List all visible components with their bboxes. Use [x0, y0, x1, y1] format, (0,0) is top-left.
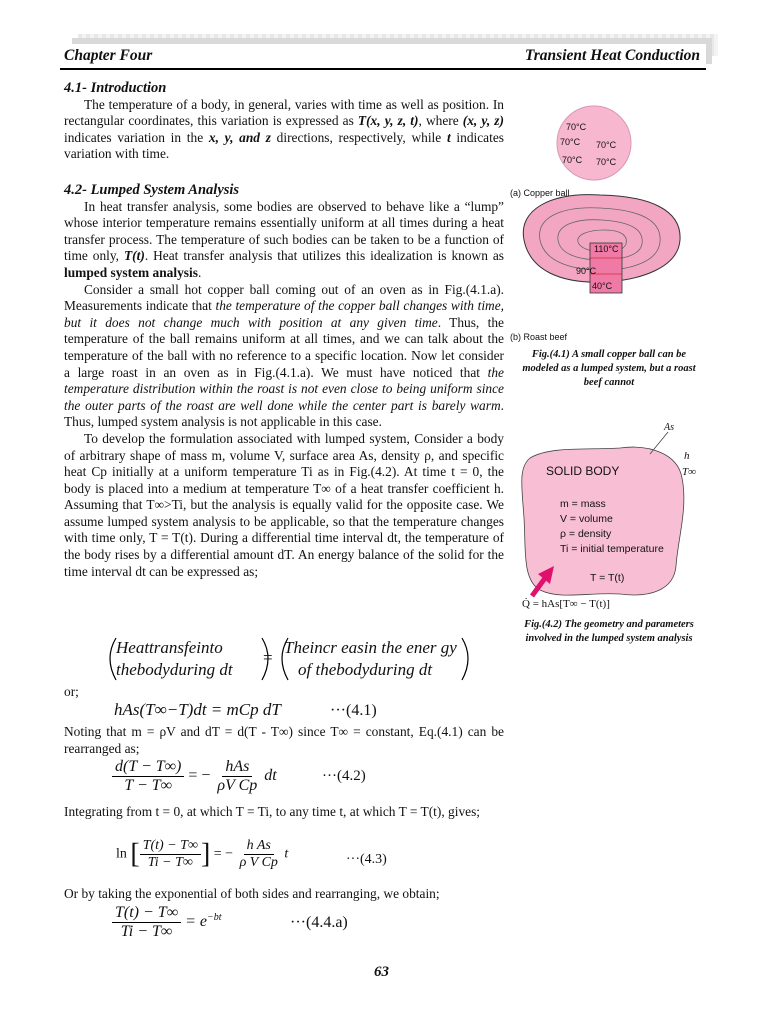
chapter-title: Chapter Four	[64, 47, 153, 64]
figure-4-2	[510, 418, 710, 614]
section-lumped-system	[64, 182, 504, 580]
lumped-paragraph-1: In heat transfer analysis, some bodies are observed to behave like a “lump” whose interior temperature remains essentially uniform at all times during a heat transfer process. The temperature of such bodies can be taken to be a function of time only, T(t). Heat transfer analysis that utilizes this idealization is known as lumped system analysis.	[64, 198, 505, 280]
equation-4-2: $\frac{d(T - T\infty)}{T - T\infty}$ = − $\frac{\text{hAs}}{\text{ρV Cp}}$ dt	[112, 758, 277, 795]
chapter-subject: Transient Heat Conduction	[524, 47, 700, 64]
figure-4-1-caption: Fig.(4.1) A small copper ball can be modeled as a lumped system, but a roast beef cannot	[522, 349, 696, 388]
param-line: Ti = initial temperature	[560, 543, 664, 555]
lumped-paragraph-2: Consider a small hot copper ball coming out of an oven as in Fig.(4.1.a). Measurements indicate that the temperature of the copper ball changes with time, but it does not change much with position at any given time. Thus, the temperature of the ball remains uniform at all times, and we can talk about the temperature of the ball with no reference to a specific location. Now let consider a large roast in an oven as in Fig.(4.1.a). We must have noticed that the temperature distribution within the roast is not even close to being uniform since the outer parts of the roast are well done while the center part is barely warm. Thus, lumped system analysis is not applicable in this case.	[64, 281, 505, 430]
exponential-text: Or by taking the exponential of both sides and rearranging, we obtain;	[64, 886, 440, 901]
figure-sublabel: (a) Copper ball	[510, 188, 570, 198]
temp-label: 40°C	[592, 281, 613, 291]
intro-paragraph: The temperature of a body, in general, varies with time as well as position. In rectangular coordinates, this variation is expressed as T(x, y, z, t), where (x, y, z) indicates variation in the x, y, and z directions, respectively, while t indicates variation with time.	[64, 96, 504, 162]
equation-4-4a: $\frac{T(t) - T\infty}{Ti - T\infty}$ = $e^{-bt}$	[112, 904, 222, 941]
temp-label: 70°C	[596, 140, 617, 150]
temperature-function: T = T(t)	[590, 572, 625, 584]
param-line: V = volume	[560, 513, 613, 525]
copper-ball-and-roast-illustration	[510, 100, 710, 330]
integrating-text: Integrating from t = 0, at which T = Ti, to any time t, at which T = T(t), gives;	[64, 804, 481, 819]
temp-label: 70°C	[560, 137, 581, 147]
lumped-paragraph-3: To develop the formulation associated with lumped system, Consider a body of arbitrary shape of mass m, volume V, surface area As, density ρ, and specific heat Cp initially at a uniform temperature Ti as in Fig.(4.2). At time t = 0, the body is placed into a medium at temperature T∞ of a heat transfer coefficient h. Assuming that T∞>Ti, but the analysis is equally valid for the opposite case. We assume lumped system analysis to be applicable, so that the temperature changes with time only, T = T(t). During a differential time interval dt, the temperature of the body rises by a differential amount dT. An energy balance of the solid for the time interval dt can be expressed as;	[64, 430, 504, 579]
equation-4-3: ln [ $\frac{T(t) - T\infty}{Ti - T\infty}$ ] = − $\frac{\text{h As}}{\text{ρ V Cp}}$ t	[116, 838, 289, 870]
h-label: h	[684, 450, 690, 462]
heat-rate-label: Q̇ = hAs[T∞ − T(t)]	[522, 598, 610, 610]
solid-body-title: SOLID BODY	[546, 464, 620, 478]
or-text: or;	[64, 684, 79, 699]
tinf-label: T∞	[682, 466, 696, 478]
section-title: 4.2- Lumped System Analysis	[64, 182, 240, 198]
noting-text: Noting that m = ρV and dT = d(T - T∞) since T∞ = constant, Eq.(4.1) can be rearranged as;	[64, 724, 504, 756]
param-line: ρ = density	[560, 528, 612, 540]
figure-sublabel: (b) Roast beef	[510, 332, 568, 342]
temp-label: 110°C	[594, 244, 619, 254]
figure-4-1	[510, 100, 710, 340]
equation-number: ···(4.4.a)	[290, 914, 348, 931]
figure-4-2-caption: Fig.(4.2) The geometry and parameters involved in the lumped system analysis	[524, 619, 694, 644]
page-number: 63	[374, 964, 389, 980]
temp-label: 90°C	[576, 266, 597, 276]
temp-label: 70°C	[566, 122, 587, 132]
page-header	[60, 44, 706, 70]
equation-number: ···(4.1)	[330, 702, 377, 719]
energy-balance-equation: Heattransfeinto thebodyduring dt = Theincr easin the ener gy of thebodyduring dt	[100, 636, 480, 680]
param-line: m = mass	[560, 498, 606, 510]
equation-number: ···(4.3)	[346, 852, 387, 867]
area-label: As	[664, 422, 674, 433]
equation-number: ···(4.2)	[322, 768, 366, 784]
equation-4-1: hAs(T∞−T)dt = mCp dT	[114, 700, 281, 719]
section-introduction	[64, 80, 504, 163]
temp-label: 70°C	[562, 155, 583, 165]
section-title: 4.1- Introduction	[64, 80, 167, 96]
temp-label: 70°C	[596, 157, 617, 167]
